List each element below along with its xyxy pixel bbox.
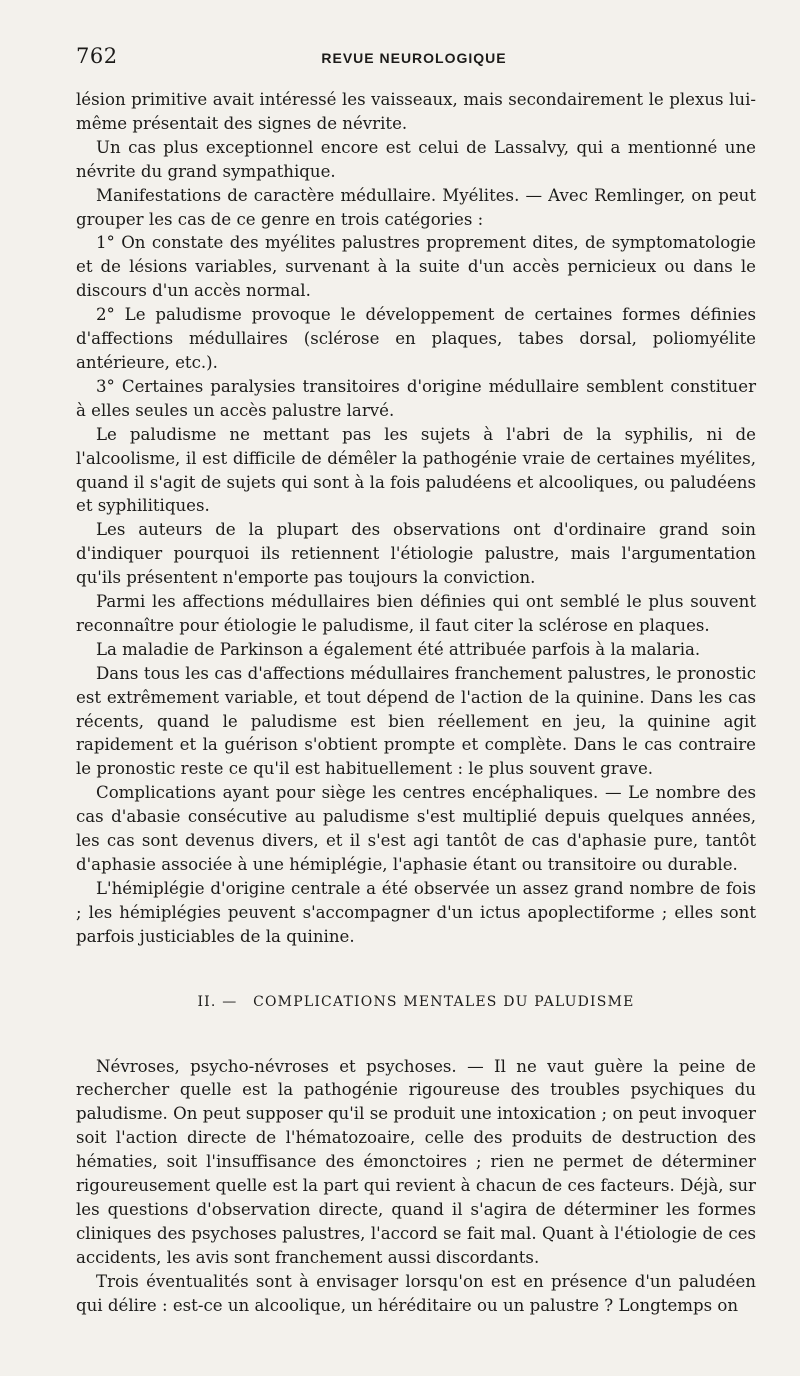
paragraph: Parmi les affections médullaires bien définies qui ont semblé le plus souvent reconnaître pour étiologie le paludisme, il faut citer la sclérose en plaques. <box>76 592 756 635</box>
page-number: 762 <box>76 44 118 68</box>
body-text <box>76 88 756 1318</box>
paragraph: Un cas plus exceptionnel encore est celui de Lassalvy, qui a mentionné une névrite du grand sympathique. <box>76 137 756 181</box>
paragraph: Manifestations de caractère médullaire. Myélites. — Avec Remlinger, on peut grouper les cas de ce genre en trois catégories : <box>76 185 756 229</box>
paragraph: Névroses, psycho-névroses et psychoses. — Il ne vaut guère la peine de rechercher quelle est la pathogénie rigoureuse des troubles psychiques du paludisme. On peut supposer qu'il se produit une intoxication ; on peut invoquer soit l'action directe de l'hématozoaire, celle des produits de destruction des hématies, soit l'insuffisance des émonctoires ; rien ne permet de déterminer rigoureusement quelle est la part qui revient à chacun de ces facteurs. Déjà, sur les questions d'observation directe, quand il s'agira de déterminer les formes cliniques des psychoses palustres, l'accord se fait mal. Quant à l'étiologie de ces accidents, les avis sont franchement aussi discordants. <box>76 1056 756 1267</box>
paragraph: La maladie de Parkinson a également été attribuée parfois à la malaria. <box>96 639 701 659</box>
running-title: REVUE NEUROLOGIQUE <box>321 50 507 66</box>
paragraph: Trois éventualités sont à envisager lorsqu'on est en présence d'un paludéen qui délire : est-ce un alcoolique, un héréditaire ou un palustre ? Longtemps on <box>76 1271 756 1315</box>
paragraph: lésion primitive avait intéressé les vaisseaux, mais secondairement le plexus lui-même présentait des signes de névrite. <box>76 90 756 133</box>
paragraph: Le paludisme ne mettant pas les sujets à l'abri de la syphilis, ni de l'alcoolisme, il est difficile de démêler la pathogénie vraie de certaines myélites, quand il s'agit de sujets qui sont à la fois paludéens et alcooliques, ou paludéens et syphilitiques. <box>76 424 756 516</box>
paragraph: L'hémiplégie d'origine centrale a été observée un assez grand nombre de fois ; les hémiplégies peuvent s'accompagner d'un ictus apoplectiforme ; elles sont parfois justiciables de la quinine. <box>76 878 756 946</box>
paragraph: 3° Certaines paralysies transitoires d'origine médullaire semblent constituer à elles seules un accès palustre larvé. <box>76 376 756 420</box>
paragraph: 1° On constate des myélites palustres proprement dites, de symptomatologie et de lésions variables, survenant à la suite d'un accès pernicieux ou dans le discours d'un accès normal. <box>76 233 756 301</box>
paragraph: Complications ayant pour siège les centres encéphaliques. — Le nombre des cas d'abasie consécutive au paludisme s'est multiplié depuis quelques années, les cas sont devenus divers, et il s'est agi tantôt de cas d'aphasie pure, tantôt d'aphasie associée à une hémiplégie, l'aphasie étant ou transitoire ou durable. <box>76 783 756 874</box>
paragraph: 2° Le paludisme provoque le développement de certaines formes définies d'affections médullaires (sclérose en plaques, tabes dorsal, poliomyélite antérieure, etc.). <box>76 305 756 372</box>
section-title: COMPLICATIONS MENTALES DU PALUDISME <box>253 993 635 1010</box>
page-header <box>76 44 752 72</box>
paragraph: Les auteurs de la plupart des observations ont d'ordinaire grand soin d'indiquer pourquoi ils retiennent l'étiologie palustre, mais l'argumentation qu'ils présentent n'emporte pas toujours la conviction. <box>76 520 756 588</box>
section-number: II. — <box>197 993 238 1010</box>
paragraph: Dans tous les cas d'affections médullaires franchement palustres, le pronostic est extrêmement variable, et tout dépend de l'action de la quinine. Dans les cas récents, quand le paludisme est bien réellement en jeu, la quinine agit rapidement et la guérison s'obtient prompte et complète. Dans le cas contraire le pronostic reste ce qu'il est habituellement : le plus souvent grave. <box>76 663 756 779</box>
section-heading <box>76 991 756 1015</box>
